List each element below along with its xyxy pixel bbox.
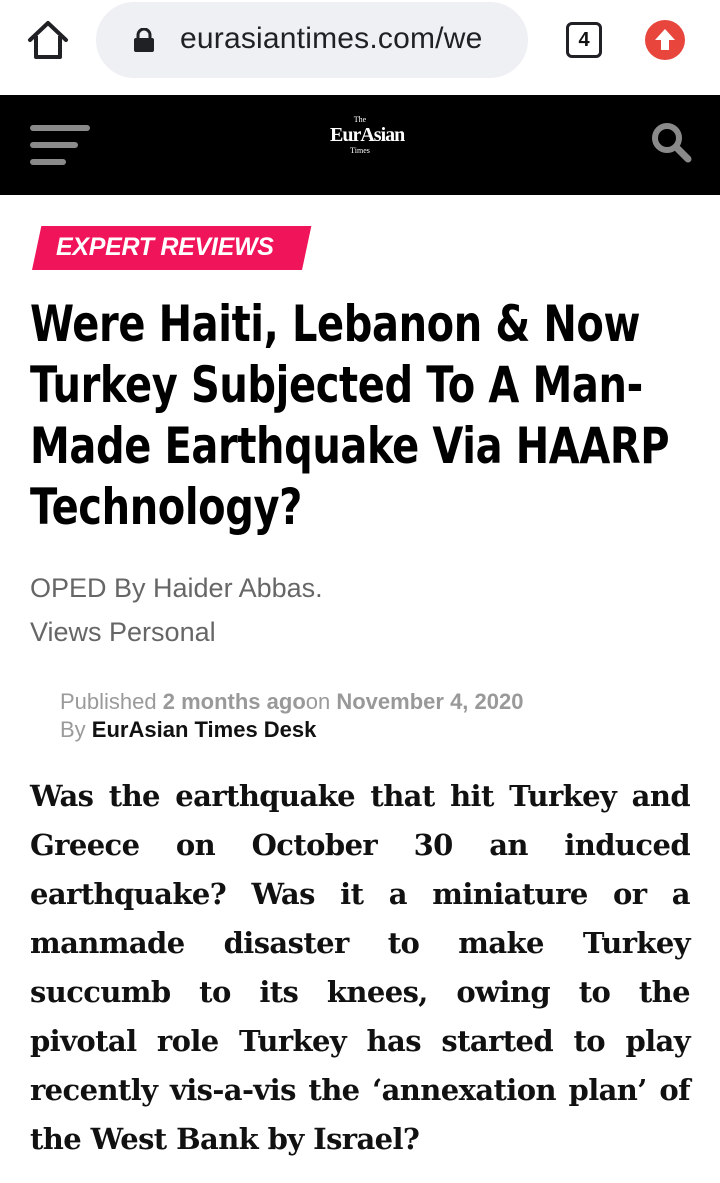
browser-toolbar xyxy=(0,0,720,95)
search-icon[interactable] xyxy=(650,121,692,163)
site-header xyxy=(0,95,720,195)
author-link[interactable]: EurAsian Times Desk xyxy=(91,717,317,742)
site-logo[interactable]: The EurAsian Times xyxy=(330,115,405,155)
article-title: Were Haiti, Lebanon & Now Turkey Subjected To A Man-Made Earthquake Via HAARP Technology? xyxy=(30,295,670,536)
category-label: EXPERT REVIEWS xyxy=(56,233,274,261)
relative-time: 2 months ago xyxy=(162,689,306,714)
update-arrow-icon[interactable] xyxy=(645,20,685,60)
category-badge[interactable] xyxy=(24,226,294,270)
oped-byline xyxy=(30,566,323,654)
tab-count: 4 xyxy=(578,28,590,51)
article-body: Was the earthquake that hit Turkey and Greece on October 30 an induced earthquake? Was it a miniature or a manmade disaster to make Turkey succumb to its knees, owing to the pivotal role Turkey has started to play recently vis-a-vis the ‘annexation plan’ of the West Bank by Israel? xyxy=(30,779,690,1156)
url-text: eurasiantimes.com/we xyxy=(180,22,483,55)
published-line: Published 2 months agoon November 4, 2020 xyxy=(60,689,524,714)
oped-author-line: OPED By Haider Abbas. xyxy=(30,573,323,603)
publish-date: November 4, 2020 xyxy=(336,689,524,714)
home-icon[interactable] xyxy=(26,18,70,62)
tab-switcher-button[interactable] xyxy=(566,22,602,58)
article-meta xyxy=(60,688,523,744)
lock-icon xyxy=(133,28,155,52)
author-line: By EurAsian Times Desk xyxy=(60,717,317,742)
oped-disclaimer-line: Views Personal xyxy=(30,617,216,647)
address-bar[interactable] xyxy=(96,2,528,78)
hamburger-menu-icon[interactable] xyxy=(30,125,92,165)
